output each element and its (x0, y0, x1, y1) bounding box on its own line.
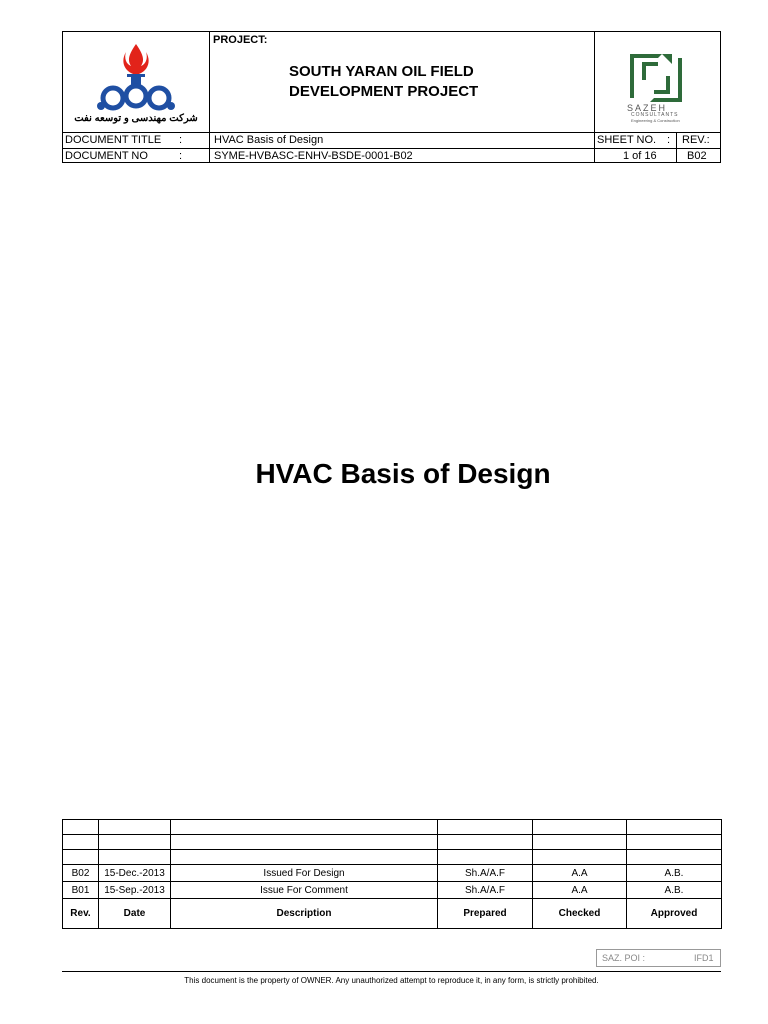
cell (438, 835, 533, 850)
column-header-checked: Checked (533, 899, 627, 929)
sheet-label: SHEET NO. (597, 134, 657, 146)
doc-title-value: HVAC Basis of Design (214, 134, 324, 146)
doc-no-value: SYME-HVBASC-ENHV-BSDE-0001-B02 (214, 150, 413, 162)
project-label: PROJECT: (213, 34, 268, 46)
rev-value: B02 (687, 150, 707, 162)
cell (171, 850, 438, 865)
cell (171, 820, 438, 835)
date-cell: 15-Dec.-2013 (99, 865, 171, 882)
checked-cell: A.A (533, 865, 627, 882)
cell (63, 820, 99, 835)
poi-value: IFD1 (694, 953, 714, 963)
description-cell: Issued For Design (171, 865, 438, 882)
cell (63, 835, 99, 850)
cell (533, 835, 627, 850)
rev-cell: B02 (63, 865, 99, 882)
column-header-prepared: Prepared (438, 899, 533, 929)
cell (438, 850, 533, 865)
contractor-sub: CONSULTANTS (631, 112, 679, 118)
column-header-date: Date (99, 899, 171, 929)
cell (627, 820, 722, 835)
footer-divider (62, 971, 721, 972)
revision-table (62, 819, 722, 929)
cell (533, 820, 627, 835)
doc-title-label: DOCUMENT TITLE (65, 134, 162, 146)
sheet-colon: : (667, 134, 671, 146)
cell (99, 850, 171, 865)
approved-cell: A.B. (627, 882, 722, 899)
table-row (63, 835, 722, 850)
doc-no-colon: : (179, 150, 183, 162)
table-header-row (63, 899, 722, 929)
contractor-tag: Engineering & Construction (631, 118, 680, 123)
column-header-rev: Rev. (63, 899, 99, 929)
nioc-logo-icon (93, 40, 179, 120)
sheet-value: 1 of 16 (623, 150, 657, 162)
doc-title-colon: : (179, 134, 183, 146)
page-title: HVAC Basis of Design (255, 458, 551, 489)
poi-label: SAZ. POI : (602, 953, 646, 963)
prepared-cell: Sh.A/A.F (438, 882, 533, 899)
contractor-name: SAZEH (627, 103, 668, 113)
document-header (62, 31, 721, 163)
cell (63, 850, 99, 865)
company-caption: شرکت مهندسی و توسعه نفت (74, 113, 198, 124)
date-cell: 15-Sep.-2013 (99, 882, 171, 899)
cell (438, 820, 533, 835)
prepared-cell: Sh.A/A.F (438, 865, 533, 882)
table-row (63, 820, 722, 835)
rev-cell: B01 (63, 882, 99, 899)
description-cell: Issue For Comment (171, 882, 438, 899)
project-title-line2: DEVELOPMENT PROJECT (289, 83, 479, 100)
table-row (63, 882, 722, 899)
table-row (63, 850, 722, 865)
cell (533, 850, 627, 865)
project-title-line1: SOUTH YARAN OIL FIELD (289, 63, 474, 80)
cell (627, 835, 722, 850)
column-header-description: Description (171, 899, 438, 929)
checked-cell: A.A (533, 882, 627, 899)
footer-notice: This document is the property of OWNER. Any unauthorized attempt to reproduce it, in any form, is strictly prohibited. (184, 976, 599, 985)
rev-label: REV.: (682, 134, 710, 146)
cell (99, 835, 171, 850)
cell (171, 835, 438, 850)
sazeh-logo-icon (628, 52, 684, 104)
doc-no-label: DOCUMENT NO (65, 150, 148, 162)
cell (99, 820, 171, 835)
table-row (63, 865, 722, 882)
poi-box (596, 949, 721, 967)
cell (627, 850, 722, 865)
column-header-approved: Approved (627, 899, 722, 929)
approved-cell: A.B. (627, 865, 722, 882)
